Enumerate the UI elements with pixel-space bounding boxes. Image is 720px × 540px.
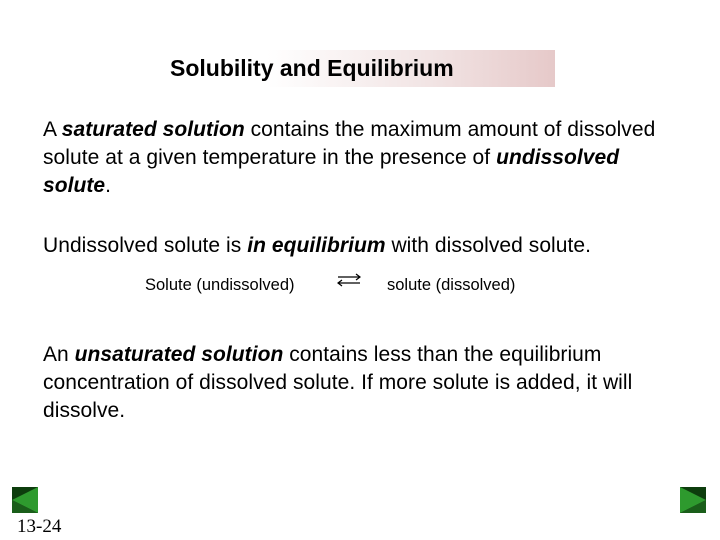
equation-right: solute (dissolved) [387, 276, 516, 294]
text-run: . [105, 174, 112, 197]
term-in-equilibrium: in equilibrium [247, 234, 386, 257]
equilibrium-arrows-icon [334, 270, 364, 290]
term-unsaturated-solution: unsaturated solution [74, 343, 284, 366]
equation-left: Solute (undissolved) [145, 276, 295, 294]
next-slide-icon[interactable] [680, 487, 706, 513]
text-run: An [43, 343, 75, 366]
previous-slide-icon[interactable] [12, 487, 38, 513]
unsaturated-paragraph [43, 341, 693, 425]
slide-title: Solubility and Equilibrium [170, 55, 454, 81]
term-saturated-solution: saturated solution [61, 118, 245, 141]
saturated-paragraph [43, 116, 693, 200]
term-undissolved-solute: undissolved solute [43, 146, 620, 197]
equilibrium-paragraph [43, 232, 693, 260]
slide-number: 13-24 [17, 516, 62, 537]
text-run: with dissolved solute. [385, 234, 591, 257]
text-run: Undissolved solute is [43, 234, 248, 257]
text-run: contains less than the equilibrium concentration of dissolved solute. If more solute is added, it will dissolve. [43, 343, 633, 422]
text-run: A [43, 118, 62, 141]
text-run: contains the maximum amount of dissolved solute at a given temperature in the presence of [43, 118, 656, 169]
